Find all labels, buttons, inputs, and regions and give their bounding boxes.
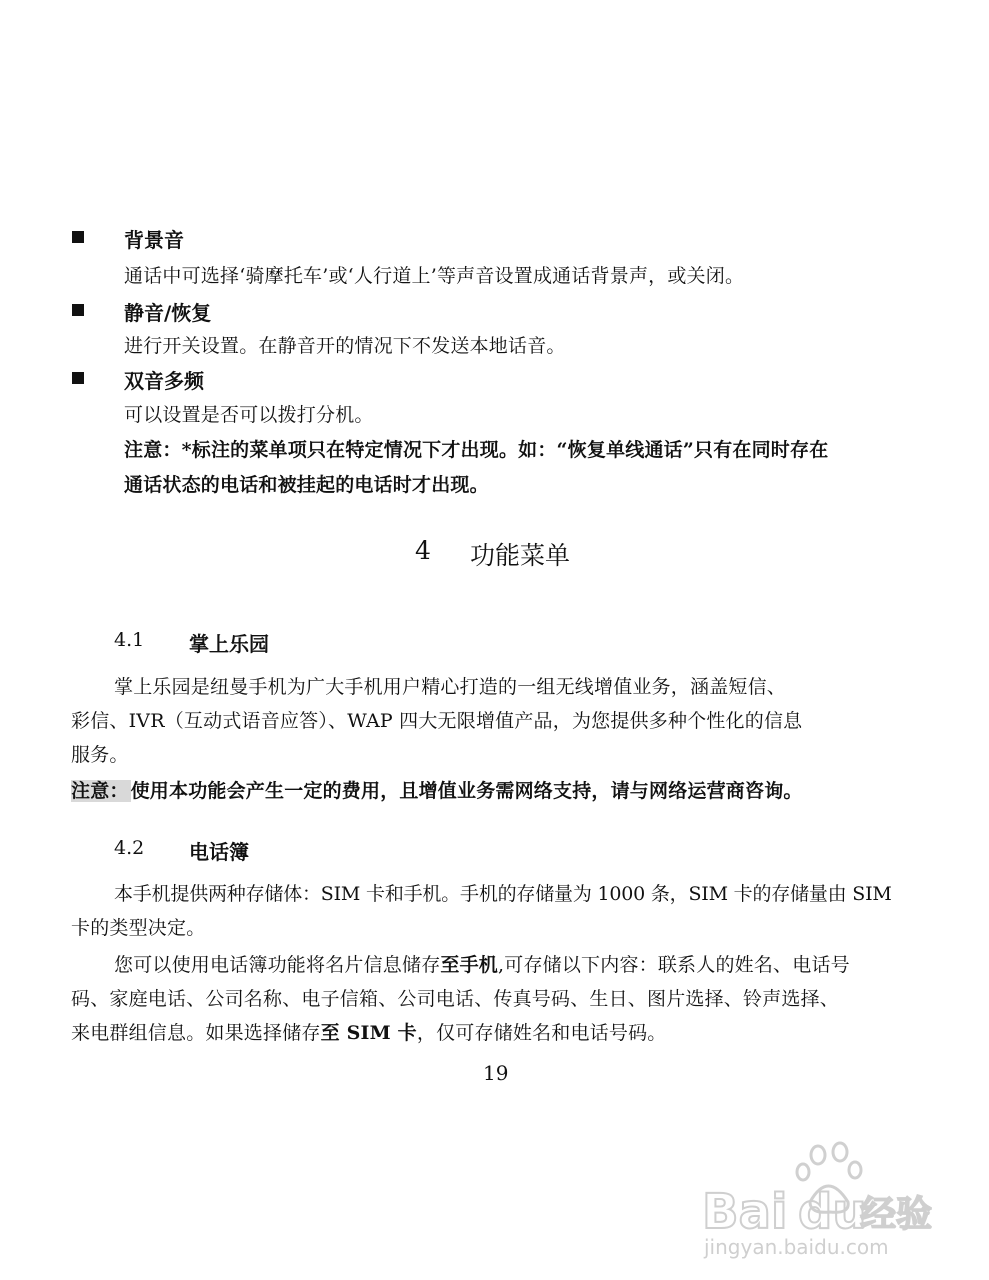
- note-text: 使用本功能会产生一定的费用，且增值业务需网络支持，请与网络运营商咨询。: [130, 780, 803, 802]
- paragraph-line: 卡的类型决定。: [71, 917, 206, 939]
- chapter-number: 4: [415, 536, 431, 565]
- text-run-bold: 至手机: [440, 954, 499, 976]
- bullet-icon: [72, 231, 84, 243]
- chapter-title: 功能菜单: [470, 541, 571, 570]
- paragraph-line: [71, 1018, 667, 1045]
- paragraph-line: [114, 950, 850, 977]
- paragraph-line: 彩信、IVR（互动式语音应答）、WAP 四大无限增值产品，为您提供多种个性化的信息: [71, 710, 803, 732]
- note-label: 注意：: [124, 439, 182, 461]
- bullet-icon: [72, 372, 84, 384]
- note-label: 注意：: [71, 780, 129, 802]
- paragraph-line: 本手机提供两种存储体：SIM 卡和手机。手机的存储量为 1000 条，SIM 卡的存储量由 SIM: [114, 883, 892, 905]
- svg-text:经验: 经验: [860, 1194, 933, 1235]
- svg-text:jingyan.baidu.com: jingyan.baidu.com: [704, 1235, 889, 1259]
- item-desc: 通话中可选择‘骑摩托车’或‘人行道上’等声音设置成通话背景声，或关闭。: [124, 265, 745, 287]
- item-title: 静音/恢复: [124, 301, 212, 325]
- item-title: 背景音: [124, 228, 184, 252]
- text-run: 来电群组信息。如果选择储存: [71, 1022, 321, 1044]
- item-desc: 进行开关设置。在静音开的情况下不发送本地话音。: [124, 335, 566, 357]
- note-line: [124, 435, 828, 462]
- page-number: 19: [483, 1061, 509, 1085]
- svg-text:Bai: Bai: [702, 1184, 788, 1240]
- text-run: ，仅可存储姓名和电话号码。: [416, 1022, 667, 1044]
- note-line: 通话状态的电话和被挂起的电话时才出现。: [124, 474, 489, 496]
- note-text: *标注的菜单项只在特定情况下才出现。如：“恢复单线通话”只有在同时存在: [181, 439, 829, 461]
- paragraph-line: 服务。: [71, 744, 129, 766]
- text-run: ,可存储以下内容：联系人的姓名、电话号: [498, 954, 850, 976]
- item-desc: 可以设置是否可以拨打分机。: [124, 404, 374, 426]
- note-line: [71, 776, 803, 803]
- text-run-bold: 至 SIM 卡: [320, 1022, 417, 1044]
- paragraph-line: 码、家庭电话、公司名称、电子信箱、公司电话、传真号码、生日、图片选择、铃声选择、: [71, 988, 840, 1010]
- text-run: 您可以使用电话簿功能将名片信息储存: [114, 954, 441, 976]
- bullet-icon: [72, 304, 84, 316]
- section-title: 掌上乐园: [189, 632, 269, 656]
- paragraph-line: 掌上乐园是纽曼手机为广大手机用户精心打造的一组无线增值业务，涵盖短信、: [114, 676, 787, 698]
- item-title: 双音多频: [124, 369, 204, 393]
- section-number: 4.2: [114, 837, 145, 859]
- baidu-watermark-logo: [700, 1130, 950, 1260]
- svg-text:du: du: [798, 1184, 867, 1240]
- section-title: 电话簿: [189, 840, 249, 864]
- section-number: 4.1: [114, 629, 145, 651]
